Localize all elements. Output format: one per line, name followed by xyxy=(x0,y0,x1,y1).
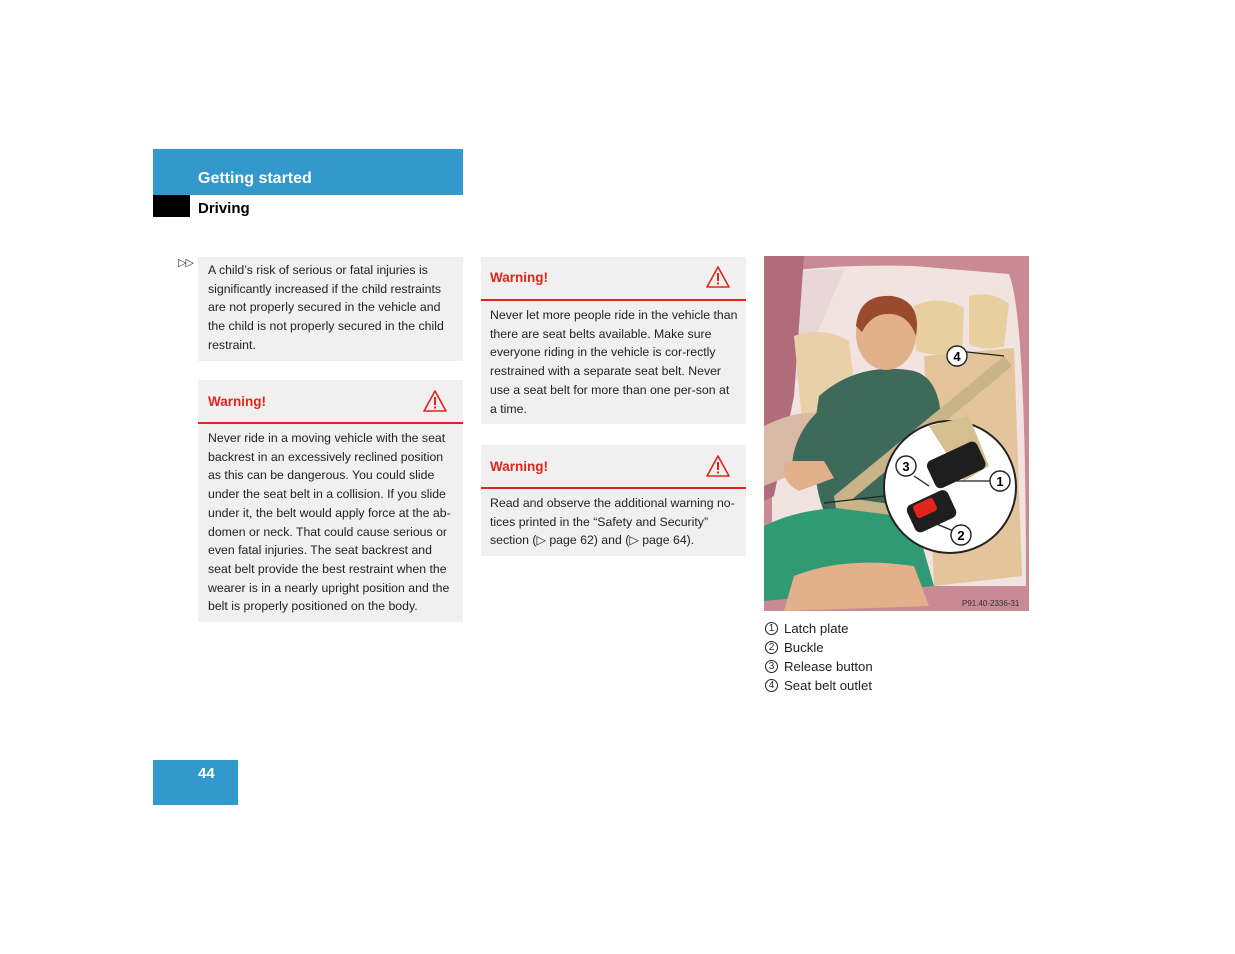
legend-number: 1 xyxy=(765,622,778,635)
warning-box-safety-reference xyxy=(481,445,746,556)
subsection-title: Driving xyxy=(198,200,250,217)
page-number-tab xyxy=(153,760,238,805)
callout-2 xyxy=(951,525,971,545)
warning-title: Warning! xyxy=(208,394,266,409)
continuation-icon: ▷▷ xyxy=(178,257,193,269)
svg-text:3: 3 xyxy=(902,459,910,474)
warning-box-occupancy xyxy=(481,257,746,424)
svg-text:1: 1 xyxy=(996,474,1004,489)
warning-text: Never let more people ride in the vehicle than there are seat belts available. Make sure everyone riding in the vehicle is cor-rectly restrained with a separate seat belt. Never use a seat belt for more than one per-son at a time. xyxy=(490,308,738,416)
figure-legend xyxy=(765,619,1030,695)
legend-label: Latch plate xyxy=(784,621,849,636)
warning-text: Never ride in a moving vehicle with the seat backrest in an excessively reclined position as this can be dangerous. You could slide under the seat belt in a collision. If you slide under it, the belt would apply force at the ab-domen or neck. That could cause serious or even fatal injuries. The seat backrest and seat belt provide the best restraint when the wearer is in a nearly upright position and the belt is properly positioned on the body. xyxy=(208,431,451,614)
svg-text:2: 2 xyxy=(957,528,965,543)
warning-triangle-icon xyxy=(706,455,730,477)
legend-number: 4 xyxy=(765,679,778,692)
intro-note-text: A child’s risk of serious or fatal injuries is significantly increased if the child restraints are not properly secured in the vehicle and the child is not properly secured in the child restraint. xyxy=(208,263,444,352)
legend-item xyxy=(765,657,1030,676)
callout-4 xyxy=(947,346,967,366)
legend-label: Seat belt outlet xyxy=(784,678,872,693)
legend-number: 2 xyxy=(765,641,778,654)
warning-header xyxy=(481,257,746,301)
subsection-marker xyxy=(153,195,190,217)
legend-item xyxy=(765,676,1030,695)
seat-belt-illustration xyxy=(764,256,1029,611)
warning-title: Warning! xyxy=(490,459,548,474)
figure-code: P91.40-2336-31 xyxy=(962,599,1020,608)
section-title: Getting started xyxy=(198,170,312,187)
intro-note-box xyxy=(198,257,463,361)
callout-1 xyxy=(990,471,1010,491)
warning-title: Warning! xyxy=(490,270,548,285)
page-number: 44 xyxy=(198,765,215,782)
warning-header xyxy=(198,380,463,424)
warning-triangle-icon xyxy=(706,266,730,288)
warning-header xyxy=(481,445,746,489)
legend-number: 3 xyxy=(765,660,778,673)
legend-item xyxy=(765,638,1030,657)
legend-label: Release button xyxy=(784,659,873,674)
svg-text:4: 4 xyxy=(953,349,961,364)
warning-text: Read and observe the additional warning no-tices printed in the “Safety and Security” section (▷ page 62) and (▷ page 64). xyxy=(490,496,735,548)
warning-triangle-icon xyxy=(423,390,447,412)
legend-item xyxy=(765,619,1030,638)
callout-3 xyxy=(896,456,916,476)
warning-box-recline xyxy=(198,380,463,622)
seat-belt-drawing xyxy=(764,256,1029,611)
legend-label: Buckle xyxy=(784,640,824,655)
